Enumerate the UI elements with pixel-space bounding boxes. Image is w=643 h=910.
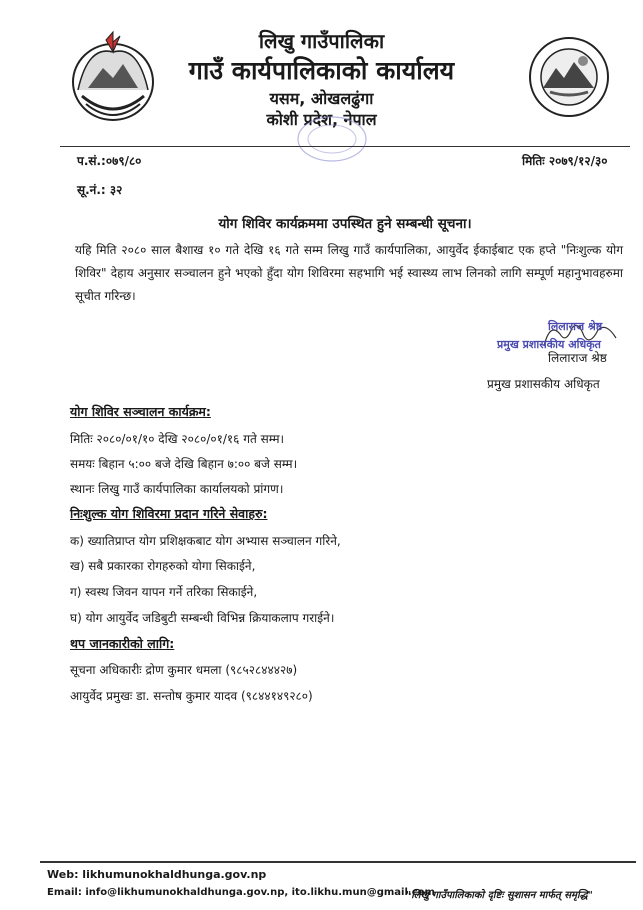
- municipality-logo-icon: [528, 36, 610, 118]
- notice-title: योग शिविर कार्यक्रममा उपस्थित हुने सम्बन्धी सूचना।: [218, 216, 472, 232]
- reference-number: प.सं.:०७९/८०: [77, 154, 142, 168]
- signature-stamp-name: लिलाराज श्रेष्ठ: [548, 320, 603, 333]
- information-officer-line: सूचना अधिकारीः द्रोण कुमार धमला (९८५२८४४४२७): [70, 663, 298, 677]
- ayurveda-chief-line: आयुर्वेद प्रमुखः डा. सन्तोष कुमार यादव (९८४४१४९२८०): [70, 689, 313, 703]
- header-rule: [60, 146, 630, 147]
- nepal-emblem-icon: [68, 30, 158, 125]
- service-item: क) ख्यातिप्राप्त योग प्रशिक्षकबाट योग अभ्यास सञ्चालन गरिने,: [70, 534, 341, 548]
- contact-heading: थप जानकारीको लागि:: [70, 636, 175, 651]
- office-location: यसम, ओखलढुंगा: [269, 89, 374, 108]
- service-item: ग) स्वस्थ जिवन यापन गर्ने तरिका सिकाईने,: [70, 585, 258, 599]
- footer-email: Email: info@likhumunokhaldhunga.gov.np, ito.likhu.mun@gmail.com: [47, 887, 435, 898]
- program-venue-line: स्थानः लिखु गाउँ कार्यपालिका कार्यालयको प्रांगण।: [70, 482, 284, 496]
- footer-slogan: "लिखु गाउँपालिकाको दृष्टिः सुशासन मार्फत् समृद्धि": [406, 890, 593, 901]
- office-province: कोशी प्रदेश, नेपाल: [266, 110, 377, 129]
- dispatch-number: सू.नं.: ३२: [77, 183, 123, 197]
- service-item: ख) सबै प्रकारका रोगहरुको योगा सिकाईने,: [70, 559, 256, 573]
- signatory-name: लिलाराज श्रेष्ठ: [548, 351, 607, 365]
- program-time-line: समयः बिहान ५:०० बजे देखि बिहान ७:०० बजे सम्म।: [70, 457, 298, 471]
- program-date-line: मितिः २०८०/०१/१० देखि २०८०/०१/१६ गते सम्म।: [70, 432, 285, 446]
- office-seal-icon: [296, 114, 368, 164]
- municipality-name: लिखु गाउँपालिका: [258, 29, 385, 53]
- signatory-designation: प्रमुख प्रशासकीय अधिकृत: [487, 377, 600, 391]
- issue-date: मितिः २०७९/१२/३०: [522, 154, 608, 168]
- services-heading: निःशुल्क योग शिविरमा प्रदान गरिने सेवाहरु:: [70, 506, 268, 521]
- service-item: घ) योग आयुर्वेद जडिबुटी सम्बन्धी विभिन्न क्रियाकलाप गराईने।: [70, 611, 335, 625]
- signature-stamp-title: प्रमुख प्रशासकीय अधिकृत: [497, 338, 601, 351]
- office-name: गाउँ कार्यपालिकाको कार्यालय: [188, 56, 455, 85]
- footer-website: Web: likhumunokhaldhunga.gov.np: [47, 868, 267, 881]
- footer-rule: [40, 861, 636, 863]
- program-heading: योग शिविर सञ्चालन कार्यक्रम:: [70, 404, 211, 419]
- notice-body: यहि मिति २०८० साल बैशाख १० गते देखि १६ गते सम्म लिखु गाउँ कार्यपालिका, आयुर्वेद ईकाईबाट एक हप्ते "निःशुल्क योग शिविर" देहाय अनुसार सञ्चालन हुने भएको हुँदा योग शिविरमा सहभागि भई स्वास्थ्य लाभ लिनको लागि सम्पूर्ण महानुभावहरुमा सूचीत गरिन्छ।: [75, 243, 623, 303]
